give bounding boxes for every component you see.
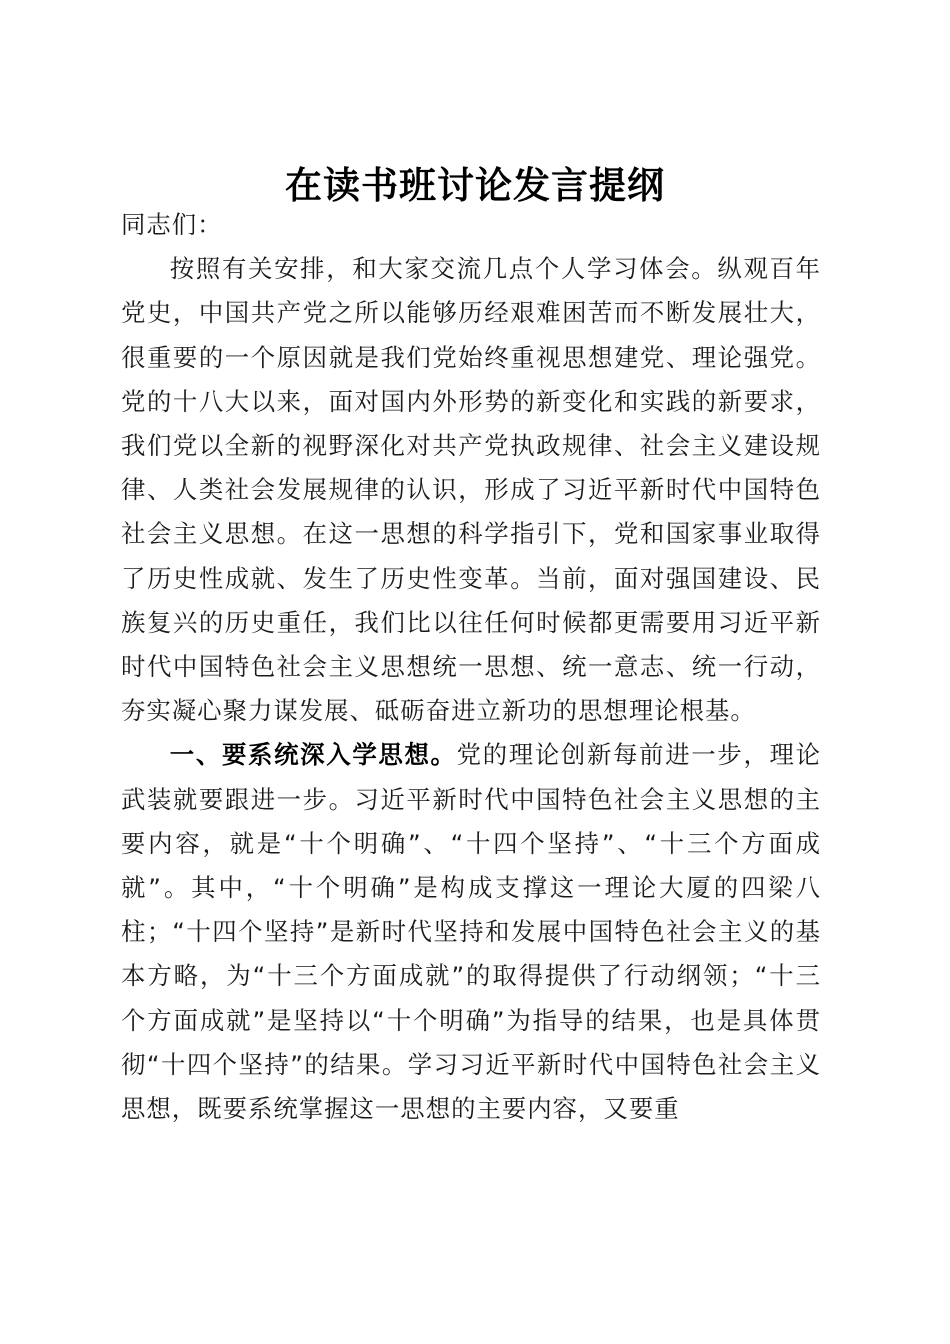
paragraph-section-1 <box>121 733 821 1131</box>
section-1-text: 党的理论创新每前进一步，理论武装就要跟进一步。习近平新时代中国特色社会主义思想的主要内容，就是“十个明确”、“十四个坚持”、“十三个方面成就”。其中，“十个明确”是构成支撑这一理论大厦的四梁八柱；“十四个坚持”是新时代坚持和发展中国特色社会主义的基本方略，为“十三个方面成就”的取得提供了行动纲领；“十三个方面成就”是坚持以“十个明确”为指导的结果，也是具体贯彻“十四个坚持”的结果。学习习近平新时代中国特色社会主义思想，既要系统掌握这一思想的主要内容，又要重 <box>121 740 821 1124</box>
salutation: 同志们： <box>121 210 223 239</box>
paragraph-intro: 按照有关安排，和大家交流几点个人学习体会。纵观百年党史，中国共产党之所以能够历经艰难困苦而不断发展壮大，很重要的一个原因就是我们党始终重视思想建党、理论强党。党的十八大以来，面对国内外形势的新变化和实践的新要求，我们党以全新的视野深化对共产党执政规律、社会主义建设规律、人类社会发展规律的认识，形成了习近平新时代中国特色社会主义思想。在这一思想的科学指引下，党和国家事业取得了历史性成就、发生了历史性变革。当前，面对强国建设、民族复兴的历史重任，我们比以往任何时候都更需要用习近平新时代中国特色社会主义思想统一思想、统一意志、统一行动，夯实凝心聚力谋发展、砥砺奋进立新功的思想理论根基。 <box>121 254 821 726</box>
section-1-heading: 一、要系统深入学思想。 <box>169 740 457 770</box>
document-body <box>121 203 821 1131</box>
document-title: 在读书班讨论发言提纲 <box>285 162 665 207</box>
